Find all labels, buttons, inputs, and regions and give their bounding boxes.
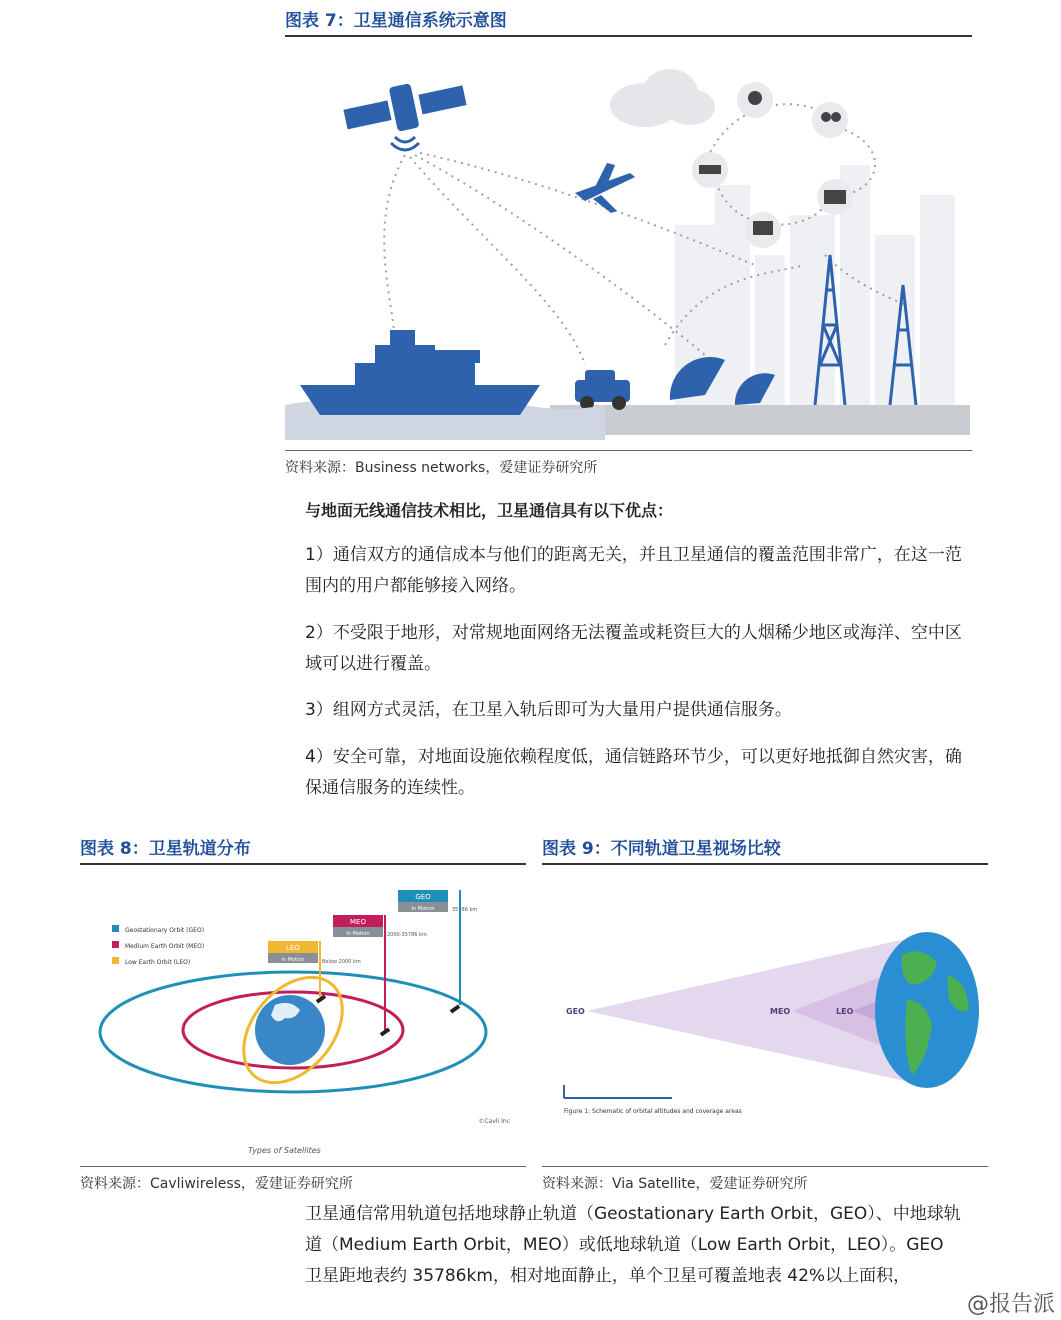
flag-geo-note: 35786 km: [452, 907, 478, 913]
figure8-illustration: [80, 865, 526, 1160]
flag-leo-name: LEO: [286, 944, 300, 952]
orbit-paragraph: 卫星通信常用轨道包括地球静止轨道（Geostationary Earth Orbit，GEO）、中地球轨道（Medium Earth Orbit，MEO）或低地球轨道（Low Earth Orbit，LEO）。GEO 卫星距地表约 35786km，相对地面静止，单个卫星可覆盖地表 42%以上面积，: [305, 1204, 961, 1286]
advantage-item-3: 3）组网方式灵活，在卫星入轨后即可为大量用户提供通信服务。: [305, 700, 792, 720]
figure8-caption: Types of Satellites: [248, 1146, 321, 1155]
legend-swatch-geo: [112, 925, 119, 932]
figure9-title: 图表 9：不同轨道卫星视场比较: [542, 834, 988, 865]
legend-swatch-meo: [112, 941, 119, 948]
label-leo: LEO: [836, 1007, 854, 1016]
label-geo: GEO: [566, 1007, 585, 1016]
coverage-comparison-diagram: [542, 865, 988, 1160]
advantage-item-1: 1）通信双方的通信成本与他们的距离无关，并且卫星通信的覆盖范围非常广，在这一范围内的用户都能够接入网络。: [305, 545, 962, 596]
flag-geo-name: GEO: [415, 893, 431, 901]
watermark: @报告派: [966, 1292, 1055, 1317]
figure8-source: 资料来源：Cavliwireless，爱建证券研究所: [80, 1166, 526, 1193]
orbit-distribution-diagram: [80, 865, 526, 1160]
flag-leo-status: In Motion: [281, 957, 305, 963]
flag-leo-note: Below 2000 km: [322, 959, 361, 965]
flag-meo-status: In Motion: [346, 931, 370, 937]
figure7-illustration: [285, 45, 972, 440]
advantages-lead: 与地面无线通信技术相比，卫星通信具有以下优点：: [305, 501, 674, 520]
label-meo: MEO: [770, 1007, 791, 1016]
advantage-item-2: 2）不受限于地形，对常规地面网络无法覆盖或耗资巨大的人烟稀少地区或海洋、空中区域可以进行覆盖。: [305, 623, 962, 674]
figure7-title: 图表 7：卫星通信系统示意图: [285, 6, 972, 37]
figure7-source: 资料来源：Business networks，爱建证券研究所: [285, 450, 972, 477]
legend-label-geo: Geostationary Orbit (GEO): [125, 927, 205, 934]
legend-label-meo: Medium Earth Orbit (MEO): [125, 943, 205, 950]
flag-meo-note: 2000-35786 km: [387, 932, 427, 938]
figure9-caption: Figure 1: Schematic of orbital altitudes and coverage areas: [564, 1108, 742, 1115]
figure9-source: 资料来源：Via Satellite，爱建证券研究所: [542, 1166, 988, 1193]
figure8-credit: ©Cavli Inc: [478, 1118, 510, 1125]
legend-swatch-leo: [112, 957, 119, 964]
figure9-illustration: [542, 865, 988, 1160]
satellite-network-diagram: [285, 45, 972, 440]
figure8-title: 图表 8：卫星轨道分布: [80, 834, 526, 865]
legend-label-leo: Low Earth Orbit (LEO): [125, 959, 191, 966]
advantage-item-4: 4）安全可靠，对地面设施依赖程度低，通信链路环节少，可以更好地抵御自然灾害，确保通信服务的连续性。: [305, 747, 962, 798]
flag-meo-name: MEO: [350, 918, 366, 926]
flag-geo-status: In Motion: [411, 906, 435, 912]
